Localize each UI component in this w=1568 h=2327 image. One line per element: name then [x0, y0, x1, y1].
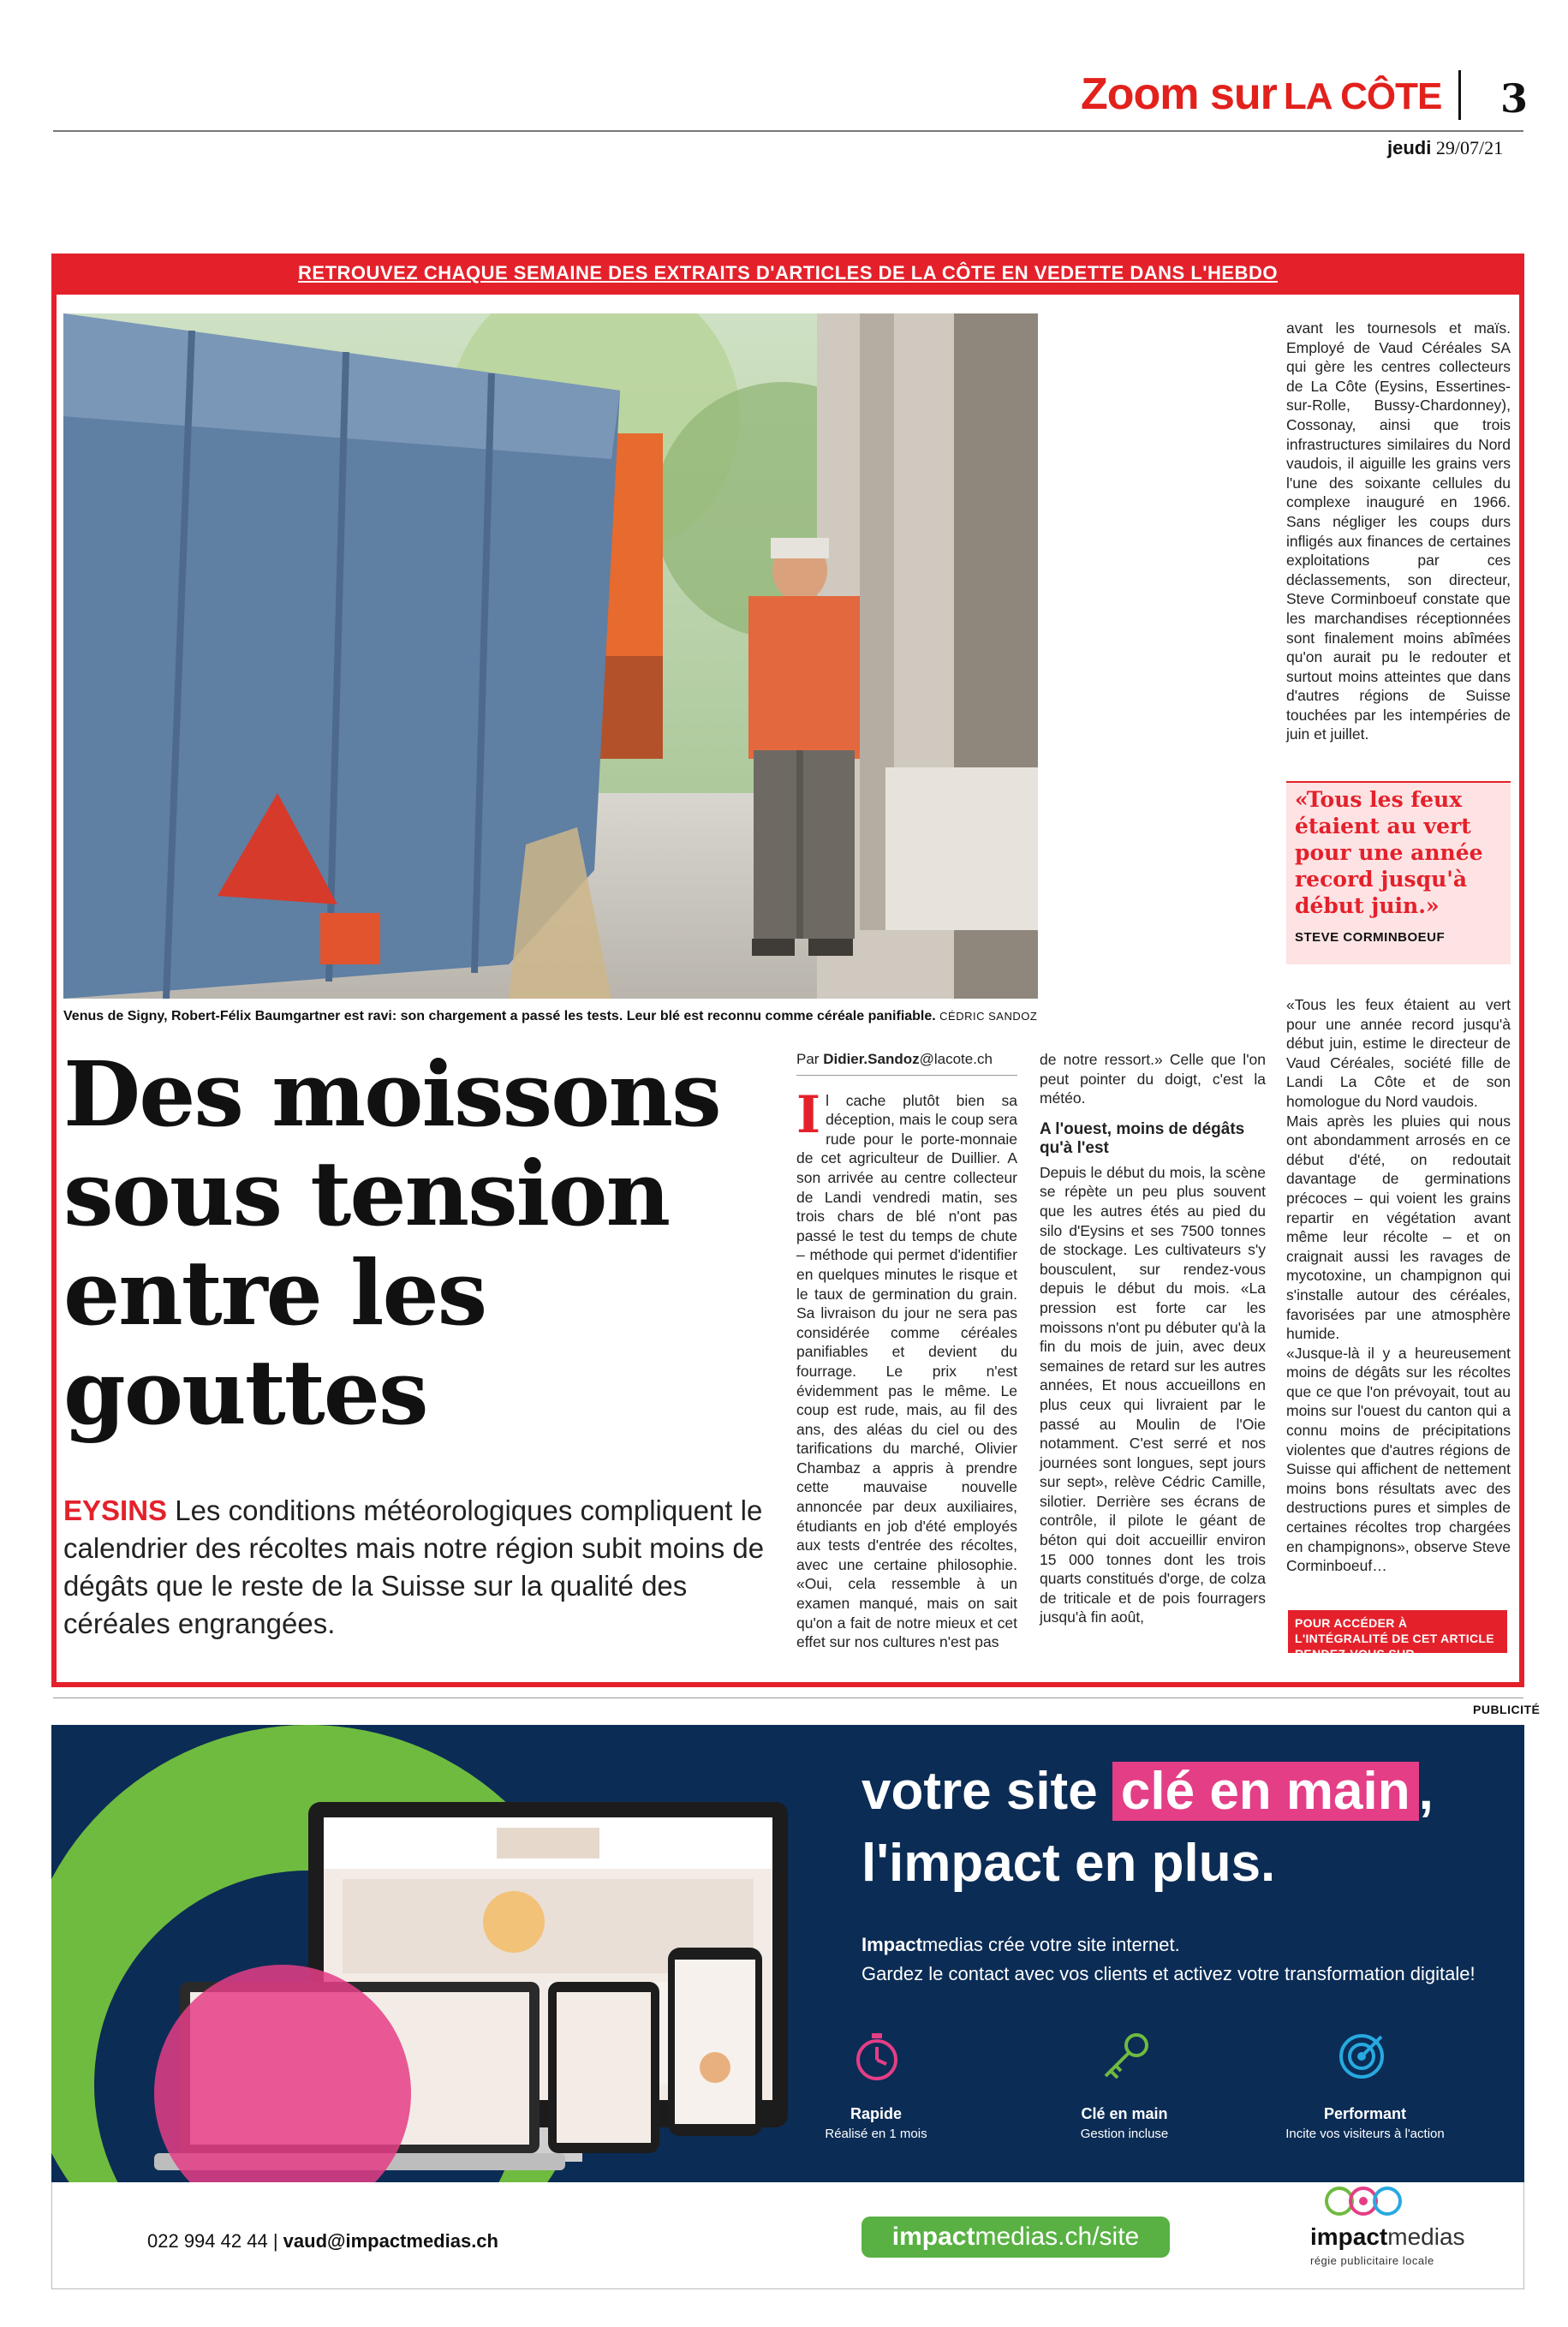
link-line-1: POUR ACCÉDER À L'INTÉGRALITÉ DE CET ARTICLE — [1295, 1616, 1494, 1645]
ad-separator: | — [272, 2230, 278, 2252]
banner-text: RETROUVEZ CHAQUE SEMAINE DES EXTRAITS D'ARTICLES DE LA CÔTE EN VEDETTE DANS L'HEBDO — [298, 262, 1278, 283]
ad-label: PUBLICITÉ — [1473, 1703, 1541, 1716]
article-link[interactable]: ZOOM.LACOTE.CH — [1295, 1662, 1408, 1676]
ad-brand-tagline: régie publicitaire locale — [1310, 2254, 1434, 2267]
feature-subtitle: Incite vos visiteurs à l'action — [1285, 2127, 1445, 2141]
ad-site-rest: medias.ch/site — [975, 2223, 1140, 2251]
ad-feature-performant — [1262, 2030, 1468, 2141]
ad-headline-highlight: clé en main — [1112, 1762, 1419, 1821]
target-icon — [1335, 2030, 1388, 2083]
byline — [796, 1050, 1017, 1076]
ad-email[interactable]: vaud@impactmedias.ch — [283, 2230, 498, 2252]
ad-brand-bold: impact — [1310, 2223, 1388, 2250]
column-2-intro: de notre ressort.» Celle que l'on peut pointer du doigt, c'est la météo. — [1040, 1051, 1266, 1107]
column-3-para-2: Mais après les pluies qui nous ont abondamment arrosés en ce début d'été, on redoutait davantage de germinations précoces – qui voient les grains repartir en végétation avant même leur récolte – et on craignait aussi les ravages de mycotoxine, un champignon qui s'installe autour des céréales, favorisées par une atmosphère humide. — [1286, 1112, 1511, 1343]
feature-subtitle: Réalisé en 1 mois — [825, 2127, 927, 2141]
article-kicker: EYSINS — [63, 1495, 168, 1526]
ad-body-brand: Impact — [862, 1934, 922, 1955]
photo-credit: CÉDRIC SANDOZ — [939, 1010, 1038, 1023]
section-cote: LA CÔTE — [1283, 75, 1442, 117]
feature-title: Clé en main — [1081, 2105, 1168, 2122]
section-title — [1081, 69, 1441, 120]
link-line-2: RENDEZ-VOUS SUR — [1295, 1647, 1415, 1661]
lead-text: Les conditions météorologiques compliquent le calendrier des récoltes mais notre région subit moins de dégâts que le reste de la Suisse sur la qualité des céréales engrangées. — [63, 1495, 765, 1639]
photo-caption — [63, 1009, 1037, 1024]
article-column-right: avant les tournesols et maïs. Employé de Vaud Céréales SA qui gère les centres collecteurs de La Côte (Eysins, Essertines-sur-Rolle, Bussy-Chardonney), Cossonay, ainsi que trois infrastructures similaires du Nord vaudois, il aiguille les grains vers l'une des soixante cellules du complexe inauguré en 1966. Sans négliger les coups durs infligés aux finances de certaines exploitations par ces déclassements, son directeur, Steve Corminboeuf constate que les marchandises réceptionnées sont finalement moins abîmées qu'on aurait pu le redouter et surtout moins atteintes que dans d'autres régions de Suisse touchées par les intempéries de juin et juillet. — [1286, 319, 1511, 743]
byline-prefix: Par — [796, 1051, 824, 1067]
ad-body-1: medias crée votre site internet. — [921, 1934, 1180, 1955]
article-column-2 — [1040, 1050, 1266, 1627]
page-number: 3 — [1500, 75, 1529, 122]
date: 29/07/21 — [1435, 137, 1504, 158]
byline-domain[interactable]: @lacote.ch — [919, 1051, 993, 1067]
column-3-para-3: «Jusque-là il y a heureusement moins de dégâts sur les récoltes que ce que l'on prévoyait, tout au moins sur l'ouest du canton qui a connu moins de précipitations violentes que d'autres régions de Suisse qui affichent de nettement moins bons résultats avec des destructions pures et simples de certaines récoltes trop chargées en champignons», observe Steve Corminboeuf… — [1286, 1344, 1511, 1575]
ad-headline-2: l'impact en plus. — [862, 1834, 1276, 1893]
article-lead — [63, 1492, 774, 1643]
issue-date — [1387, 137, 1503, 159]
ad-phone[interactable]: 022 994 42 44 — [147, 2230, 268, 2252]
photo-illustration — [63, 313, 1038, 999]
article-column-3 — [1286, 995, 1511, 1576]
ad-headline-1: votre site — [862, 1762, 1112, 1821]
ad-feature-cle — [1026, 2030, 1223, 2141]
article-headline: Des moissons sous tension entre les gouttes — [63, 1041, 720, 1445]
ad-headline-comma: , — [1418, 1762, 1434, 1821]
pull-quote: «Tous les feux étaient au vert pour une année record jusqu'à début juin.» — [1295, 787, 1483, 918]
header-rule — [53, 130, 1523, 132]
impactmedias-logo-icon — [1324, 2184, 1404, 2218]
dropcap: I — [796, 1084, 821, 1145]
ad-body — [862, 1930, 1476, 1989]
header-divider — [1458, 70, 1461, 120]
feature-title: Rapide — [850, 2105, 902, 2122]
feature-subtitle: Gestion incluse — [1080, 2127, 1169, 2141]
section-zoom: Zoom sur — [1081, 69, 1277, 119]
weekday: jeudi — [1387, 137, 1432, 158]
stopwatch-icon — [850, 2030, 903, 2083]
pull-quote-author: STEVE CORMINBOEUF — [1295, 930, 1446, 945]
ad-brand-rest: medias — [1387, 2223, 1465, 2250]
key-icon — [1099, 2030, 1152, 2083]
byline-author[interactable]: Didier.Sandoz — [823, 1051, 920, 1067]
ad-site-bold: impact — [891, 2223, 975, 2251]
ad-body-2: Gardez le contact avec vos clients et activez votre transformation digitale! — [862, 1963, 1476, 1984]
article-photo — [63, 313, 1038, 999]
article-column-1 — [796, 1050, 1017, 1652]
ad-feature-rapide — [778, 2030, 975, 2141]
ad-site-button[interactable] — [862, 2217, 1170, 2258]
column-1-text: l cache plutôt bien sa déception, mais le coup sera rude pour le porte-monnaie de cet agriculteur de Duillier. A son arrivée au centre collecteur de Landi vendredi matin, ses trois chars de blé n'ont pas passé le test du temps de chute – méthode qui permet d'identifier en quelques minutes le risque et le taux de germination du grain. Sa livraison du jour ne sera pas considérée comme céréales panifiables et devient du fourrage. Le prix n'est évidemment pas le même. Le coup est rude, mais, au fil des ans, des aléas du ciel ou des tarifications du marché, Olivier Chambaz a appris à prendre cette mauvaise nouvelle annoncée par deux auxiliaires, étudiants en job d'été employés aux tests d'entrée des récoltes, avec une certaine philosophie. «Oui, cela ressemble à un examen manqué, mais on sait qu'on a fait de notre mieux et cet effet sur nos cultures n'est pas — [796, 1091, 1017, 1651]
feature-title: Performant — [1323, 2105, 1407, 2122]
article-link-box[interactable] — [1288, 1610, 1507, 1676]
caption-text: Venus de Signy, Robert-Félix Baumgartner est ravi: son chargement a passé les tests. Leur blé est reconnu comme céréale panifiable. — [63, 1009, 936, 1023]
ad-headline — [862, 1756, 1434, 1900]
ad-contact — [147, 2230, 498, 2252]
subhead: A l'ouest, moins de dégâts qu'à l'est — [1040, 1119, 1245, 1157]
column-2-text: Depuis le début du mois, la scène se répète un peu plus souvent que les autres étés au pied du silo d'Eysins et ses 7500 tonnes de stockage. Les cultivateurs s'y bousculent, sur rendez-vous depuis le début du mois. «La pression est forte car les moissons n'ont pu débuter qu'à la fin du mois de juin, avec deux semaines de retard sur les autres années, Et nous accueillons en plus ceux qui livraient par le passé au Moulin de l'Oie notamment. C'est serré et nos journées sont longues, sept jours sur sept», relève Cédric Camille, silotier. Derrière ses écrans de contrôle, il pilote le géant de béton qui doit accueillir environ 15 000 tonnes dont les trois quarts constitués d'orge, de colza de triticale et de pois fourragers jusqu'à fin août, — [1040, 1163, 1266, 1626]
column-3-para-1: «Tous les feux étaient au vert pour une année record jusqu'à début juin, estime le directeur de Vaud Céréales, société fille de Landi La Côte et de son homologue du Nord vaudois. — [1286, 996, 1511, 1110]
ad-brand — [1310, 2223, 1465, 2251]
